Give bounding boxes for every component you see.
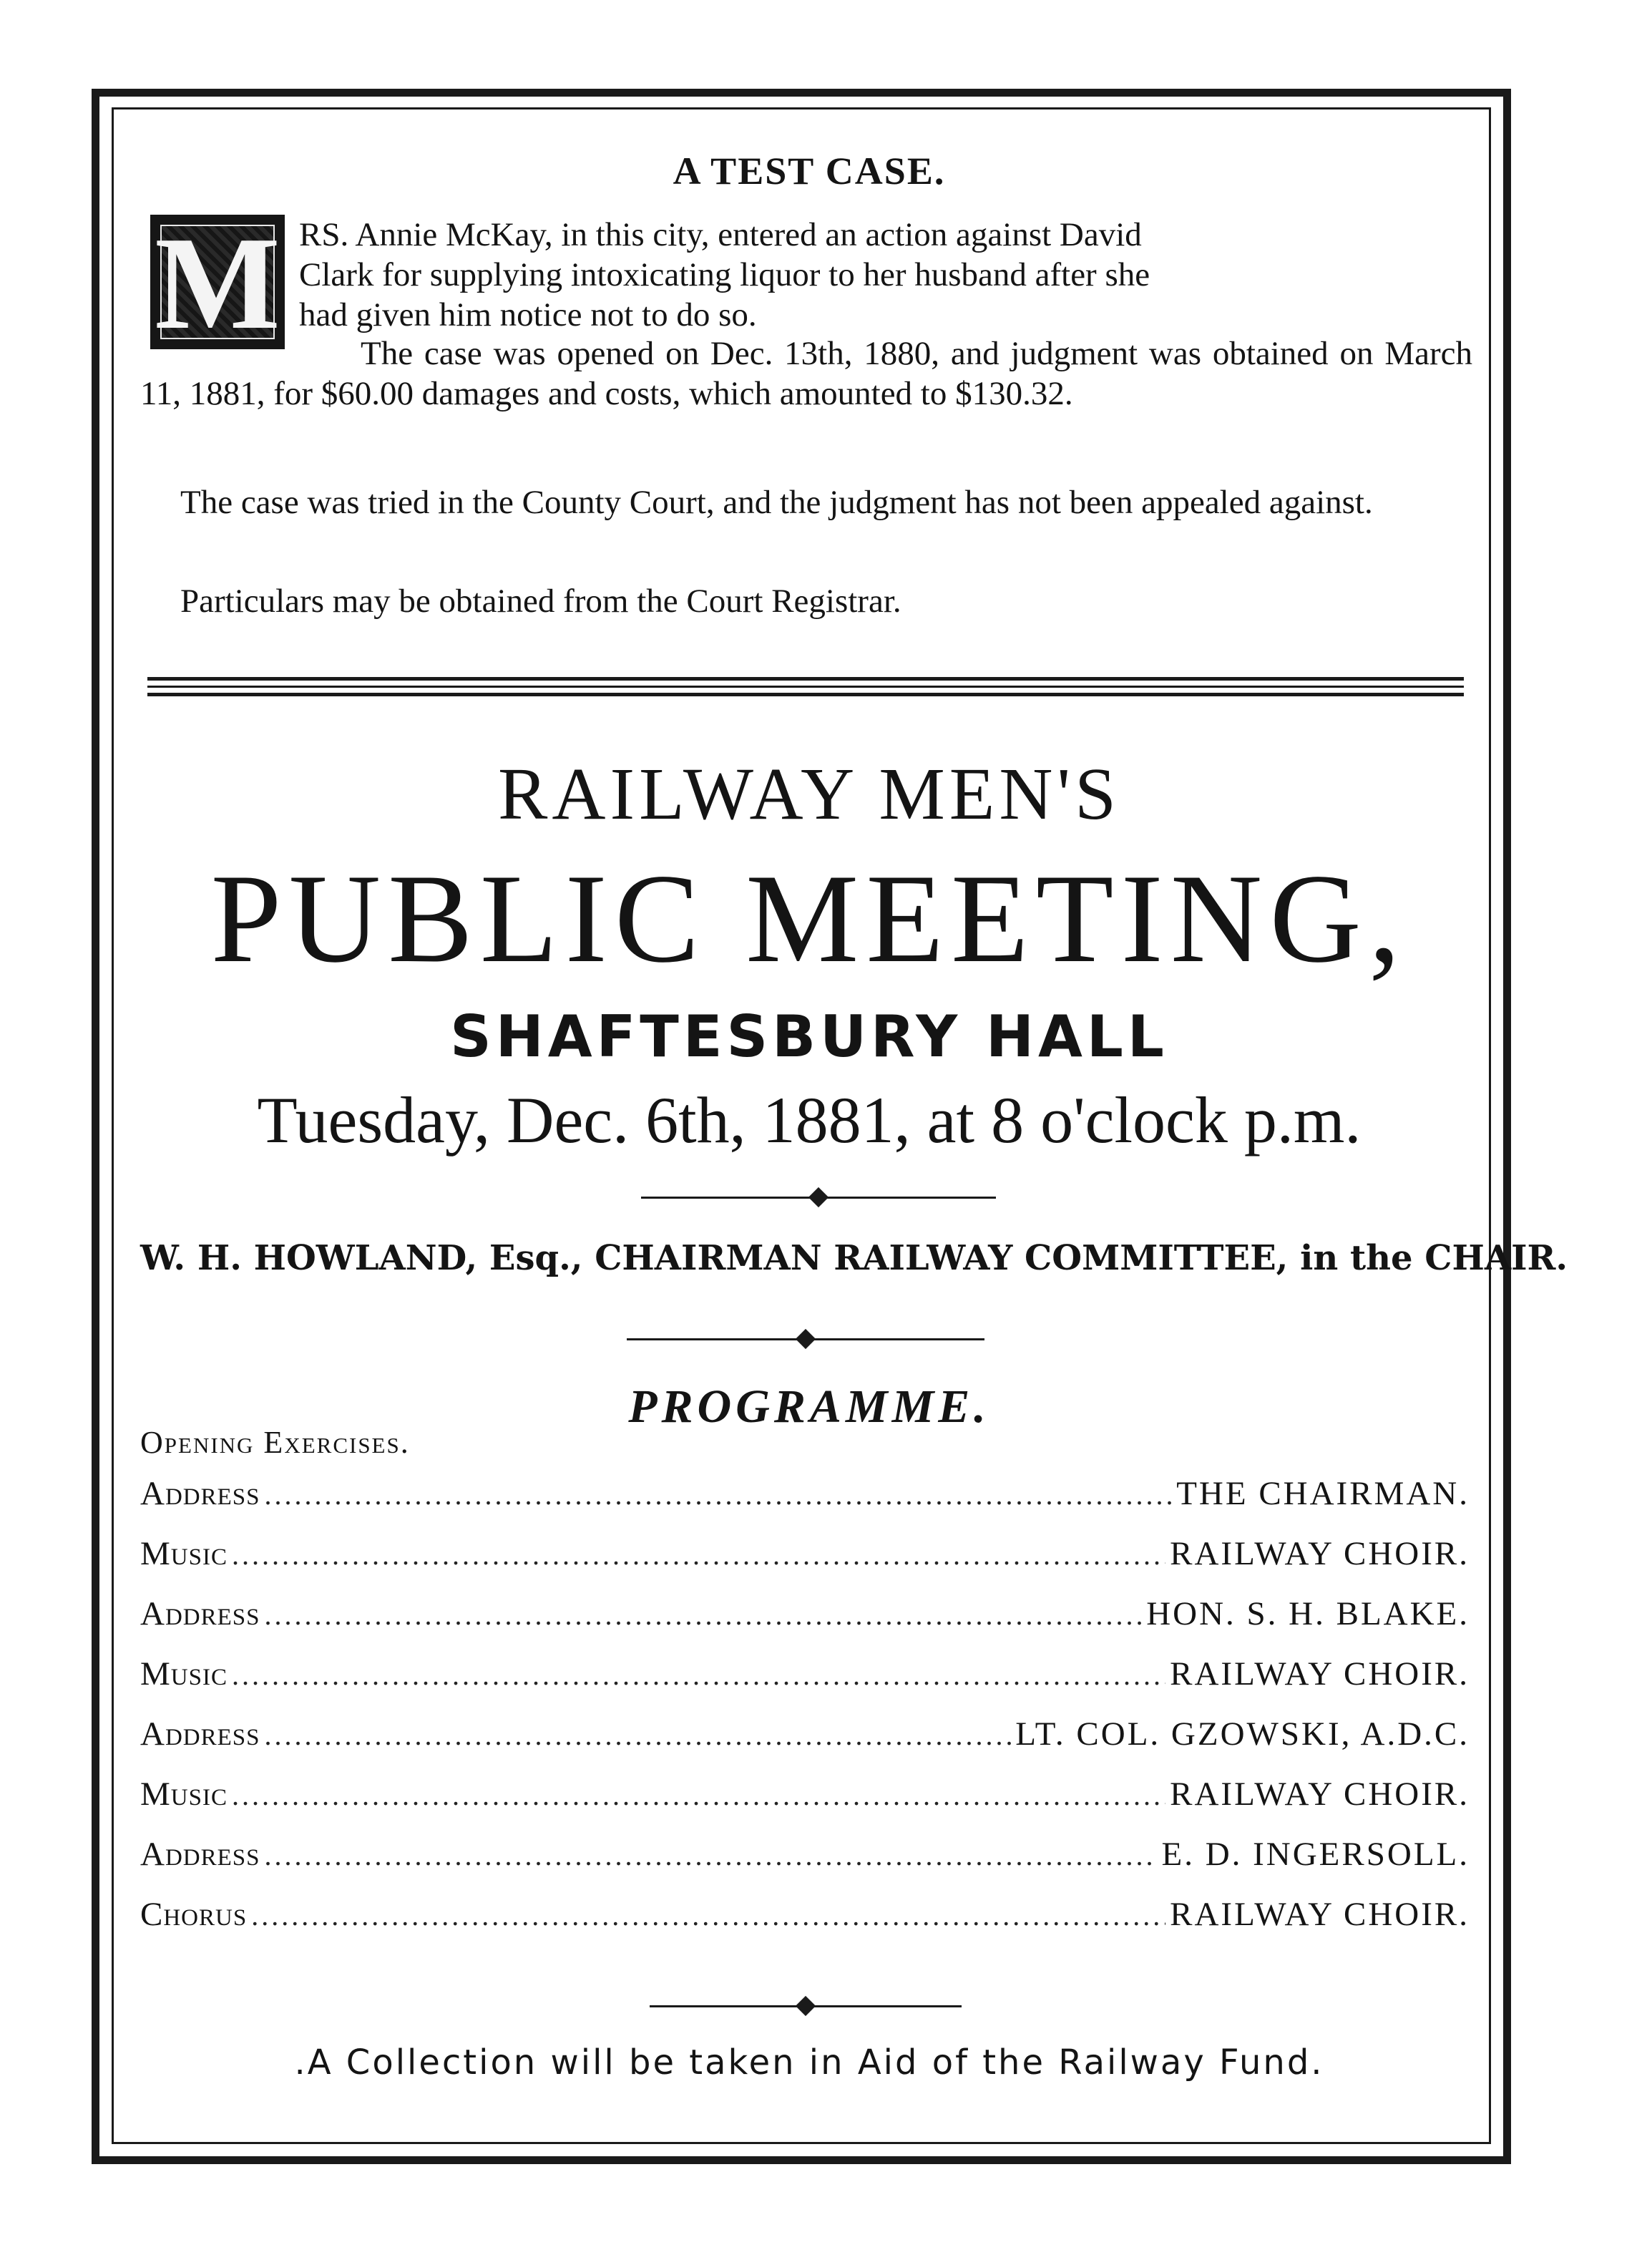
test-case-paragraph-2	[140, 333, 1472, 414]
divider-rule-bottom	[147, 693, 1464, 696]
dropcap-letter: M	[155, 210, 280, 357]
broadside	[140, 122, 1568, 2140]
programme-item-by: RAILWAY CHOIR.	[1170, 1896, 1470, 1933]
leader-dots	[264, 1598, 1142, 1632]
programme-item-by: RAILWAY CHOIR.	[1170, 1655, 1470, 1693]
ornament-diamond	[796, 1996, 816, 2016]
leader-dots	[264, 1718, 1011, 1752]
programme-item	[140, 1474, 1470, 1534]
leader-dots	[264, 1839, 1157, 1872]
programme-item-by: RAILWAY CHOIR.	[1170, 1776, 1470, 1813]
leader-dots	[232, 1658, 1165, 1692]
programme-item-act: Address	[140, 1595, 260, 1632]
programme-item	[140, 1775, 1470, 1835]
programme-item-act: Music	[140, 1535, 228, 1572]
paragraph-2-text: The case was opened on Dec. 13th, 1880, and judgment was obtained on March 11, 1881, for $60.00 damages and costs, which amounted to $130.32.	[140, 335, 1472, 412]
meeting-chair: W. H. HOWLAND, Esq., CHAIRMAN RAILWAY COMMITTEE, in the CHAIR.	[140, 1238, 1568, 1278]
programme-item-act: Address	[140, 1475, 260, 1512]
programme-item	[140, 1835, 1470, 1895]
programme-opening: Opening Exercises.	[140, 1425, 410, 1460]
programme-item	[140, 1594, 1470, 1655]
test-case-opening	[299, 215, 1472, 335]
programme-item-by: E. D. INGERSOLL.	[1161, 1836, 1470, 1873]
collection-notice: .A Collection will be taken in Aid of the Railway Fund.	[294, 2042, 1324, 2083]
programme-item	[140, 1534, 1470, 1594]
ornament-diamond	[808, 1187, 829, 1207]
meeting-venue: SHAFTESBURY HALL	[450, 1003, 1168, 1070]
programme-item	[140, 1715, 1470, 1775]
programme-item-by: THE CHAIRMAN.	[1176, 1475, 1470, 1512]
programme-heading: PROGRAMME.	[628, 1380, 990, 1433]
test-case-paragraph-4: Particulars may be obtained from the Court Registrar.	[180, 583, 901, 620]
meeting-datetime: Tuesday, Dec. 6th, 1881, at 8 o'clock p.m.	[257, 1083, 1362, 1156]
programme-list	[140, 1474, 1470, 1955]
programme-item	[140, 1655, 1470, 1715]
programme-item-by: LT. COL. GZOWSKI, A.D.C.	[1015, 1715, 1470, 1753]
meeting-heading-line-2: PUBLIC MEETING,	[210, 847, 1408, 989]
ornament-diamond	[796, 1329, 816, 1349]
programme-item-act: Music	[140, 1776, 228, 1813]
leader-dots	[264, 1478, 1172, 1511]
paragraph-3-text: The case was tried in the County Court, and the judgment has not been appealed against.	[180, 484, 1373, 521]
test-case-paragraph-3	[140, 482, 1472, 522]
programme-item-by: HON. S. H. BLAKE.	[1146, 1595, 1470, 1632]
meeting-heading-line-1: RAILWAY MEN'S	[497, 753, 1121, 835]
leader-dots	[232, 1778, 1165, 1812]
opening-line-1: RS. Annie McKay, in this city, entered an action against David	[299, 216, 1142, 253]
decorative-dropcap	[150, 210, 285, 357]
opening-line-2: Clark for supplying intoxicating liquor to her husband after she	[299, 256, 1150, 293]
divider-rule-top	[147, 677, 1464, 681]
programme-item-act: Address	[140, 1836, 260, 1873]
programme-item-act: Address	[140, 1715, 260, 1753]
opening-line-3: had given him notice not to do so.	[299, 296, 757, 333]
programme-item-act: Chorus	[140, 1896, 248, 1933]
programme-item-act: Music	[140, 1655, 228, 1693]
programme-item-by: RAILWAY CHOIR.	[1170, 1535, 1470, 1572]
programme-item	[140, 1895, 1470, 1955]
leader-dots	[251, 1899, 1165, 1932]
test-case-title: A TEST CASE.	[673, 150, 946, 193]
divider-rule-mid	[147, 686, 1464, 688]
leader-dots	[232, 1538, 1165, 1572]
